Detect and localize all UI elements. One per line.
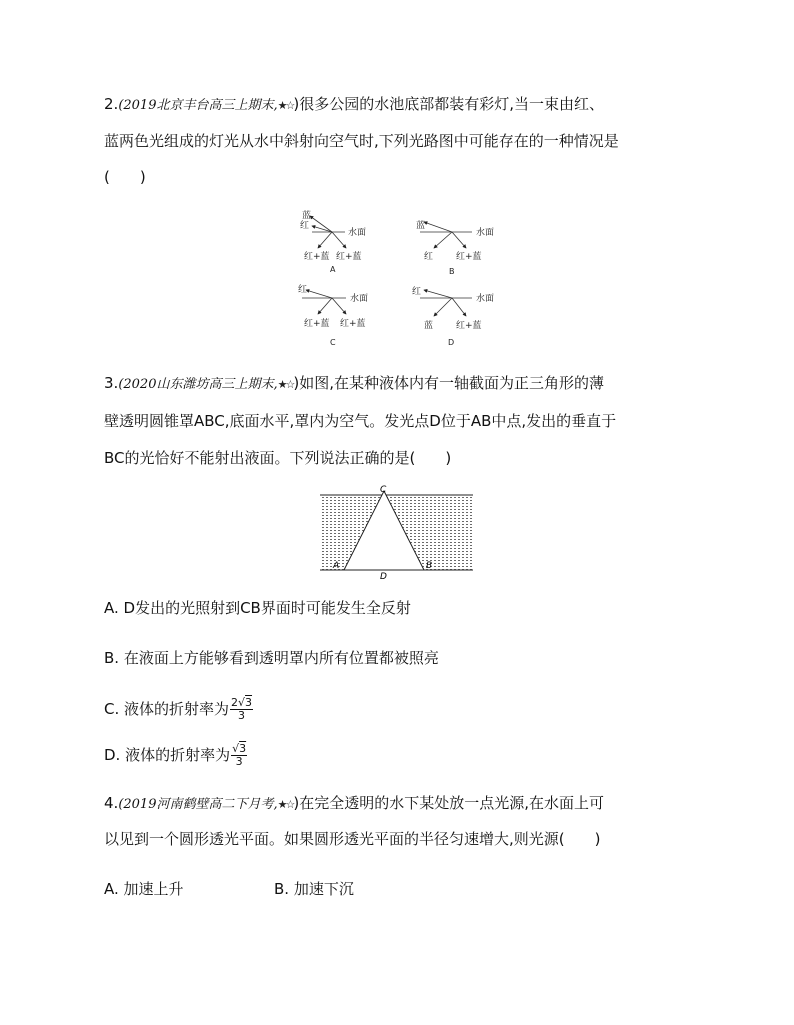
diagram-c-letter: C xyxy=(330,338,336,347)
diagram-d xyxy=(412,285,494,347)
diagram-a-letter: A xyxy=(330,265,336,274)
q3-text-line2: 壁透明圆锥罩ABC,底面水平,罩内为空气。发光点D位于AB中点,发出的垂直于 xyxy=(104,412,617,430)
q3-text-line1: 如图,在某种液体内有一轴截面为正三角形的薄 xyxy=(299,374,604,392)
denominator: 3 xyxy=(235,755,243,768)
diagram-b-bottom2: 红+蓝 xyxy=(456,252,482,262)
q2-text-line2: 蓝两色光组成的灯光从水中斜射向空气时,下列光路图中可能存在的一种情况是 xyxy=(104,132,619,150)
diagram-d-letter: D xyxy=(448,338,455,347)
q3-option-d-text: D. 液体的折射率为 xyxy=(104,746,231,764)
numerator-radicand: 3 xyxy=(239,742,247,755)
diagram-a xyxy=(300,209,366,274)
diagram-b-label-blue: 蓝 xyxy=(416,221,426,231)
q3-line1 xyxy=(104,373,604,395)
diagram-b-surface: 水面 xyxy=(476,228,495,238)
q4-source: (2019河南鹤壁高二下月考, xyxy=(118,797,278,812)
label-d: D xyxy=(380,572,387,580)
diagram-d-surface: 水面 xyxy=(476,294,495,304)
numerator-radicand: 3 xyxy=(245,696,253,709)
q2-number: 2. xyxy=(104,95,119,113)
diagram-d-bottom2: 红+蓝 xyxy=(456,321,482,331)
q3-option-a: A. D发出的光照射到CB界面时可能发生全反射 xyxy=(104,599,411,617)
label-c: C xyxy=(380,485,387,495)
q3-option-b: B. 在液面上方能够看到透明罩内所有位置都被照亮 xyxy=(104,649,439,667)
diagram-b-bottom1: 红 xyxy=(424,252,434,262)
diagram-b xyxy=(416,219,494,276)
q3-option-c xyxy=(104,697,253,722)
diagram-d-label-red: 红 xyxy=(412,287,422,297)
fraction-root3-over-3: $\frac{√3}{3}$ xyxy=(232,742,247,768)
q3-text-line3: BC的光恰好不能射出液面。下列说法正确的是( ) xyxy=(104,449,452,467)
diagram-a-surface: 水面 xyxy=(348,228,367,238)
q4-text-line2: 以见到一个圆形透光平面。如果圆形透光平面的半径匀速增大,则光源( ) xyxy=(104,830,601,848)
q3-cone-figure xyxy=(318,484,476,580)
difficulty-stars-icon: ★☆ xyxy=(277,99,294,112)
q2-source-close: ) xyxy=(293,95,300,113)
diagram-c xyxy=(298,283,368,347)
diagram-c-bottom1: 红+蓝 xyxy=(304,319,330,329)
q4-number: 4. xyxy=(104,794,119,812)
q4-text-line1: 在完全透明的水下某处放一点光源,在水面上可 xyxy=(299,794,604,812)
q2-text-line1: 很多公园的水池底部都装有彩灯,当一束由红、 xyxy=(299,95,604,113)
label-a: A xyxy=(333,561,340,571)
q4-line1 xyxy=(104,793,604,815)
diagram-c-bottom2: 红+蓝 xyxy=(340,319,366,329)
numerator-coefficient: 2 xyxy=(231,696,239,709)
difficulty-stars-icon: ★☆ xyxy=(277,378,294,391)
diagram-a-label-red: 红 xyxy=(300,221,310,231)
q4-option-a: A. 加速上升 xyxy=(104,880,184,898)
diagram-a-bottom2: 红+蓝 xyxy=(336,252,362,262)
q2-diagrams xyxy=(290,206,510,351)
q3-source-close: ) xyxy=(293,374,300,392)
q2-answer-blank: ( ) xyxy=(104,168,146,186)
q3-option-d xyxy=(104,743,247,768)
diagram-d-bottom1: 蓝 xyxy=(424,321,434,331)
q3-number: 3. xyxy=(104,374,119,392)
diagram-a-label-blue: 蓝 xyxy=(302,211,312,221)
diagram-b-letter: B xyxy=(449,267,455,276)
diagram-c-label-red: 红 xyxy=(298,285,308,295)
label-b: B xyxy=(426,561,433,571)
q4-source-close: ) xyxy=(293,794,300,812)
q3-option-c-text: C. 液体的折射率为 xyxy=(104,700,230,718)
difficulty-stars-icon: ★☆ xyxy=(277,798,294,811)
diagram-c-surface: 水面 xyxy=(350,294,369,304)
denominator: 3 xyxy=(238,709,246,722)
q3-source: (2020山东潍坊高三上期末, xyxy=(118,377,278,392)
q4-option-b: B. 加速下沉 xyxy=(274,880,354,898)
q2-source: (2019北京丰台高三上期末, xyxy=(118,98,278,113)
diagram-a-bottom1: 红+蓝 xyxy=(304,252,330,262)
q2-line1 xyxy=(104,94,604,116)
fraction-2root3-over-3: $\frac{2√3}{3}$ xyxy=(231,696,253,722)
